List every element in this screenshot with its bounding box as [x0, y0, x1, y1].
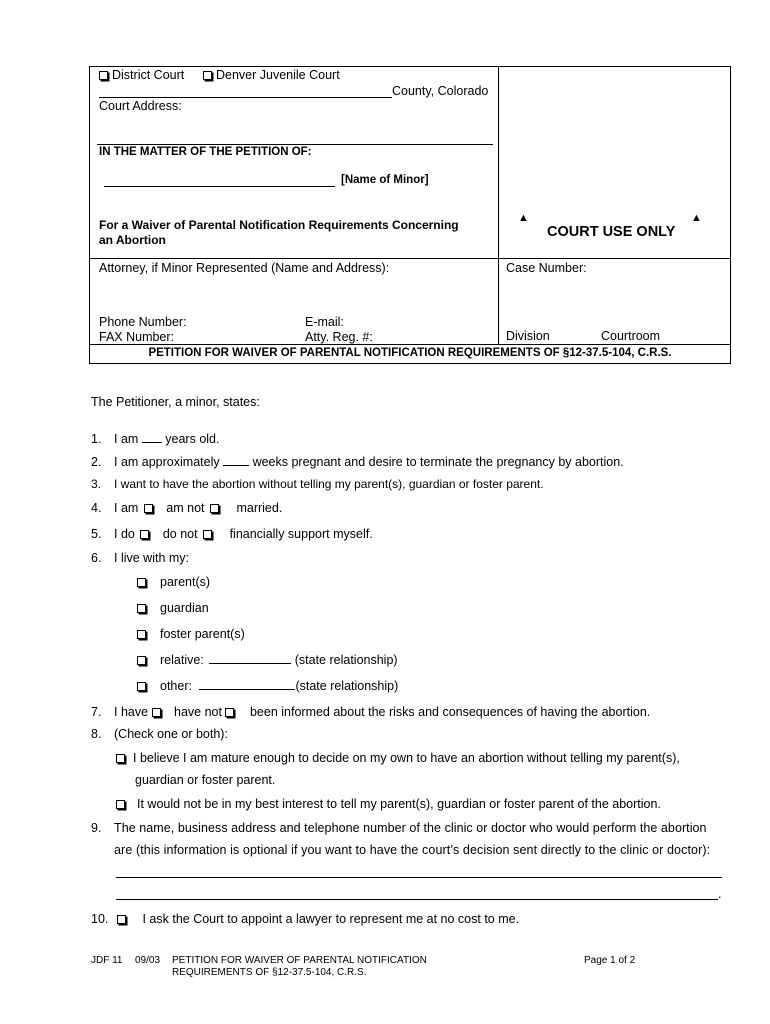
item-4: 4. I am am not married.: [91, 501, 283, 515]
court-use-only-label: COURT USE ONLY: [547, 224, 676, 240]
intro-text: The Petitioner, a minor, states:: [91, 395, 260, 409]
minor-name-blank[interactable]: [104, 186, 335, 187]
item-8: 8. (Check one or both):: [91, 727, 228, 741]
item-9-line-2: are (this information is optional if you want to have the court’s decision sent directly to the clinic or doctor):: [114, 843, 711, 857]
name-of-minor-label: [Name of Minor]: [341, 174, 429, 186]
county-label: County, Colorado: [392, 84, 489, 98]
guardian-checkbox[interactable]: [137, 604, 146, 613]
courtroom-label: Courtroom: [601, 329, 661, 343]
clinic-period: .: [718, 887, 722, 901]
triangle-left-icon: ▲: [518, 212, 529, 224]
court-option-district[interactable]: District Court: [99, 68, 184, 82]
footer-date: 09/03: [135, 955, 161, 966]
married-yes-checkbox[interactable]: [144, 504, 153, 513]
atty-reg-label: Atty. Reg. #:: [305, 330, 373, 344]
married-no-checkbox[interactable]: [210, 504, 219, 513]
age-blank[interactable]: [142, 442, 162, 443]
footer-page-number: Page 1 of 2: [584, 955, 636, 966]
caption-divider-attorney: [89, 258, 731, 259]
matter-heading: IN THE MATTER OF THE PETITION OF:: [99, 146, 312, 158]
live-with-foster[interactable]: foster parent(s): [137, 627, 245, 641]
informed-yes-checkbox[interactable]: [152, 708, 161, 717]
form-title: PETITION FOR WAIVER OF PARENTAL NOTIFICATION REQUIREMENTS OF §12-37.5-104, C.R.S.: [148, 347, 672, 359]
denver-juvenile-checkbox[interactable]: [203, 71, 212, 80]
district-court-checkbox[interactable]: [99, 71, 108, 80]
footer-form-id: JDF 11: [91, 955, 123, 966]
item-7: 7. I have have not been informed about the risks and consequences of having the abortion.: [91, 705, 651, 719]
appoint-lawyer-checkbox[interactable]: [117, 915, 126, 924]
live-with-other[interactable]: other: (state relationship): [137, 679, 398, 693]
best-interest-checkbox[interactable]: [116, 800, 125, 809]
support-no-checkbox[interactable]: [203, 530, 212, 539]
best-interest-option[interactable]: It would not be in my best interest to tell my parent(s), guardian or foster parent of the abortion.: [116, 797, 661, 811]
item-3: 3. I want to have the abortion without telling my parent(s), guardian or foster parent.: [91, 477, 544, 491]
support-yes-checkbox[interactable]: [140, 530, 149, 539]
caption-divider-title: [89, 344, 731, 345]
subject-line-2: an Abortion: [99, 233, 166, 247]
live-with-relative[interactable]: relative: (state relationship): [137, 653, 398, 667]
division-label: Division: [506, 329, 550, 343]
item-5: 5. I do do not financially support myself.: [91, 527, 373, 541]
item-9: 9. The name, business address and telephone number of the clinic or doctor who would perform the abortion: [91, 821, 707, 835]
weeks-blank[interactable]: [223, 465, 249, 466]
case-number-label: Case Number:: [506, 261, 587, 275]
parents-checkbox[interactable]: [137, 578, 146, 587]
relative-blank[interactable]: [209, 663, 291, 664]
item-2: 2. I am approximately weeks pregnant and desire to terminate the pregnancy by abortion.: [91, 455, 624, 469]
mature-option-line-2: guardian or foster parent.: [135, 773, 276, 787]
footer-title-line-1: PETITION FOR WAIVER OF PARENTAL NOTIFICATION: [172, 955, 427, 966]
triangle-right-icon: ▲: [691, 212, 702, 224]
address-separator: [97, 144, 493, 145]
footer-title-line-2: REQUIREMENTS OF §12-37.5-104, C.R.S.: [172, 967, 367, 978]
clinic-info-blank-2[interactable]: [116, 899, 718, 900]
item-6: 6. I live with my:: [91, 551, 190, 565]
subject-line-1: For a Waiver of Parental Notification Requirements Concerning: [99, 218, 459, 232]
fax-label: FAX Number:: [99, 330, 175, 344]
attorney-label: Attorney, if Minor Represented (Name and Address):: [99, 261, 390, 275]
live-with-guardian[interactable]: guardian: [137, 601, 209, 615]
foster-checkbox[interactable]: [137, 630, 146, 639]
relative-checkbox[interactable]: [137, 656, 146, 665]
email-label: E-mail:: [305, 315, 344, 329]
mature-checkbox[interactable]: [116, 754, 125, 763]
item-1: 1. I am years old.: [91, 432, 220, 446]
other-blank[interactable]: [199, 689, 295, 690]
other-checkbox[interactable]: [137, 682, 146, 691]
mature-option[interactable]: I believe I am mature enough to decide on my own to have an abortion without telling my parent(s),: [116, 751, 680, 765]
clinic-info-blank-1[interactable]: [116, 877, 722, 878]
informed-no-checkbox[interactable]: [225, 708, 234, 717]
phone-label: Phone Number:: [99, 315, 187, 329]
court-option-denver[interactable]: Denver Juvenile Court: [203, 68, 340, 82]
live-with-parents[interactable]: parent(s): [137, 575, 210, 589]
court-address-label: Court Address:: [99, 99, 182, 113]
item-10: 10. I ask the Court to appoint a lawyer to represent me at no cost to me.: [91, 912, 520, 926]
caption-divider-vertical: [498, 66, 499, 344]
county-blank[interactable]: [99, 97, 392, 98]
